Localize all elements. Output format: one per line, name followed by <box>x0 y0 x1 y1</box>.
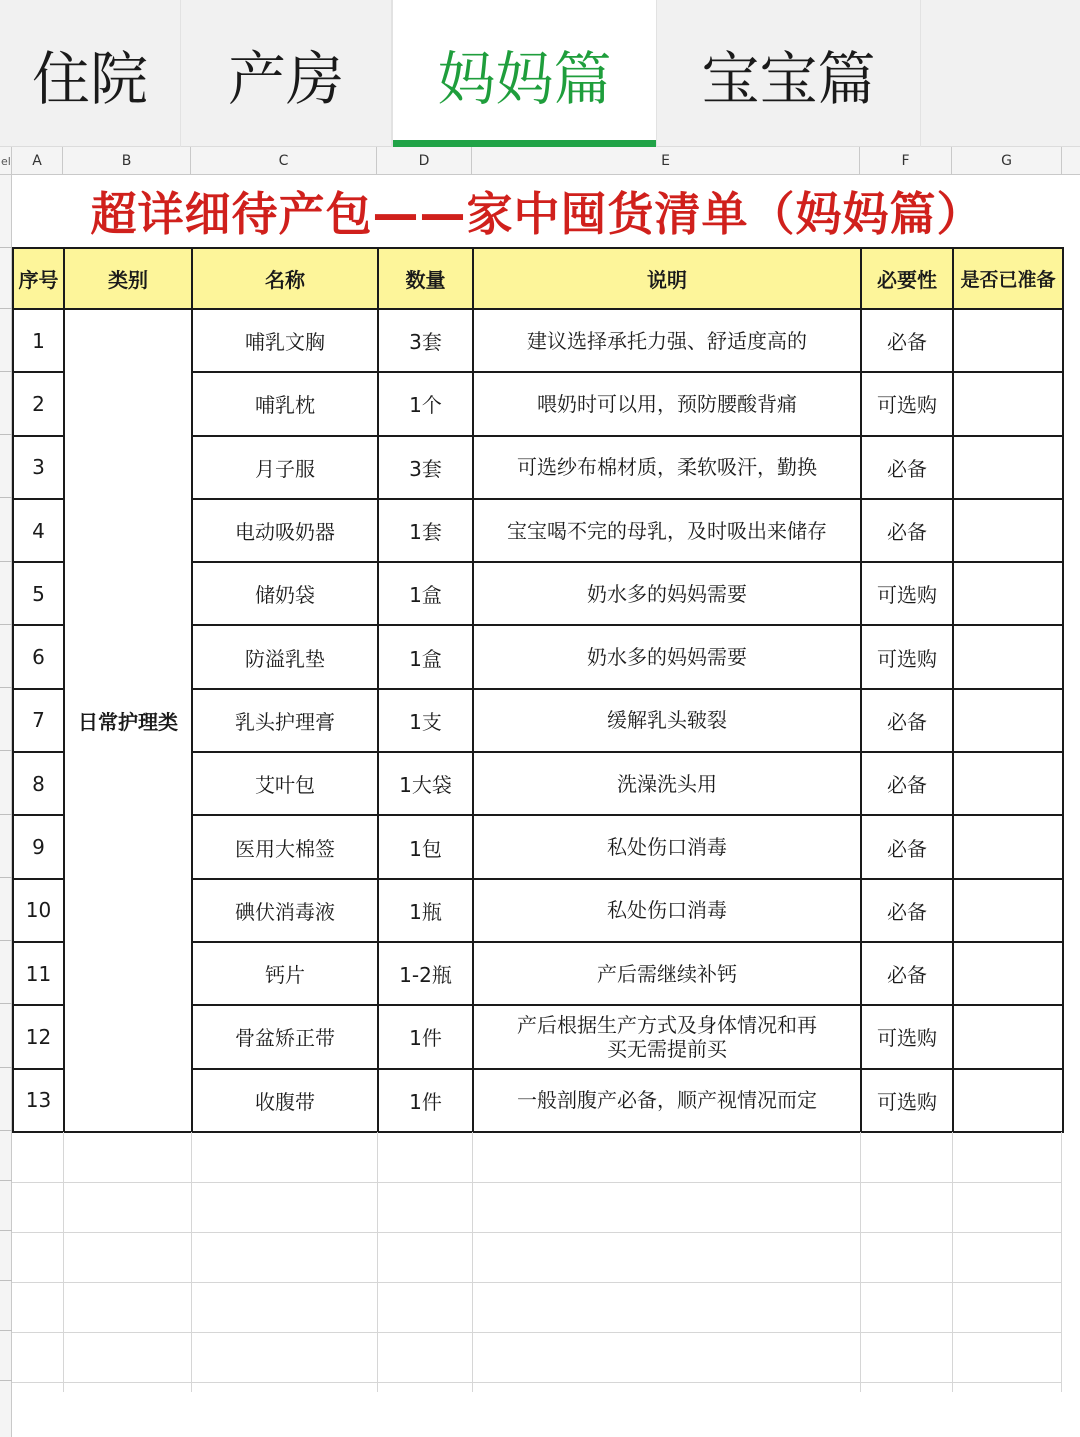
column-header-g[interactable]: G <box>952 147 1062 175</box>
column-header-a[interactable]: A <box>12 147 63 175</box>
cell-necessity[interactable]: 必备 <box>861 309 953 372</box>
cell-prepared[interactable] <box>953 879 1063 942</box>
gutter-divider <box>0 814 12 815</box>
grid-line <box>860 1132 861 1392</box>
gutter-divider <box>0 1380 12 1381</box>
tab-delivery-room[interactable] <box>181 0 392 147</box>
cell-name[interactable]: 哺乳枕 <box>192 372 378 435</box>
grid-line <box>12 1282 1062 1283</box>
header-quantity[interactable]: 数量 <box>378 248 473 309</box>
cell-index[interactable]: 6 <box>13 625 64 688</box>
cell-note[interactable]: 建议选择承托力强、舒适度高的 <box>473 309 861 372</box>
cell-name[interactable]: 电动吸奶器 <box>192 499 378 562</box>
cell-index[interactable]: 12 <box>13 1005 64 1068</box>
cell-prepared[interactable] <box>953 1005 1063 1068</box>
grid-line <box>472 1132 473 1392</box>
cell-index[interactable]: 3 <box>13 436 64 499</box>
grid-line <box>1061 1132 1062 1392</box>
tab-label: 住院 <box>31 44 148 113</box>
grid-line <box>12 1332 1062 1333</box>
header-note[interactable]: 说明 <box>473 248 861 309</box>
tab-label: 妈妈篇 <box>437 44 612 113</box>
cell-name[interactable]: 防溢乳垫 <box>192 625 378 688</box>
gutter-divider <box>0 1180 12 1181</box>
cell-prepared[interactable] <box>953 942 1063 1005</box>
gutter-divider <box>0 371 12 372</box>
gutter-divider <box>0 308 12 309</box>
cell-necessity[interactable]: 可选购 <box>861 562 953 625</box>
cell-name[interactable]: 哺乳文胸 <box>192 309 378 372</box>
sheet-title[interactable]: 超详细待产包——家中囤货清单（妈妈篇） <box>90 187 984 241</box>
grid-line <box>12 1382 1062 1383</box>
cell-index[interactable]: 13 <box>13 1069 64 1132</box>
grid-line <box>12 1232 1062 1233</box>
gutter-divider <box>0 1067 12 1068</box>
cell-necessity[interactable]: 可选购 <box>861 372 953 435</box>
cell-index[interactable]: 2 <box>13 372 64 435</box>
cell-necessity[interactable]: 必备 <box>861 815 953 878</box>
gutter-divider <box>0 940 12 941</box>
cell-note[interactable]: 私处伤口消毒 <box>473 879 861 942</box>
tab-baby[interactable] <box>657 0 921 147</box>
cell-name[interactable]: 医用大棉签 <box>192 815 378 878</box>
corner-cell[interactable]: el <box>0 147 12 175</box>
gutter-divider <box>0 247 12 248</box>
cell-name[interactable]: 乳头护理膏 <box>192 689 378 752</box>
table-row <box>13 309 1063 372</box>
column-header-f[interactable]: F <box>860 147 952 175</box>
cell-prepared[interactable] <box>953 815 1063 878</box>
cell-quantity[interactable]: 1大袋 <box>378 752 473 815</box>
cell-necessity[interactable]: 必备 <box>861 436 953 499</box>
cell-necessity[interactable]: 必备 <box>861 499 953 562</box>
cell-index[interactable]: 1 <box>13 309 64 372</box>
cell-prepared[interactable] <box>953 309 1063 372</box>
gutter-divider <box>0 1230 12 1231</box>
header-necessity[interactable]: 必要性 <box>861 248 953 309</box>
row-number-gutter[interactable] <box>0 175 12 1437</box>
gutter-divider <box>0 1130 12 1131</box>
active-tab-indicator <box>393 140 656 147</box>
cell-prepared[interactable] <box>953 1069 1063 1132</box>
gutter-divider <box>0 877 12 878</box>
cell-index[interactable]: 9 <box>13 815 64 878</box>
cell-name[interactable]: 艾叶包 <box>192 752 378 815</box>
cell-name[interactable]: 储奶袋 <box>192 562 378 625</box>
cell-prepared[interactable] <box>953 625 1063 688</box>
cell-quantity[interactable]: 1盒 <box>378 562 473 625</box>
cell-name[interactable]: 骨盆矫正带 <box>192 1005 378 1068</box>
cell-quantity[interactable]: 3套 <box>378 436 473 499</box>
gutter-divider <box>0 1330 12 1331</box>
cell-note[interactable]: 产后需继续补钙 <box>473 942 861 1005</box>
cell-index[interactable]: 8 <box>13 752 64 815</box>
column-header-strip <box>0 147 1080 175</box>
gutter-divider <box>0 624 12 625</box>
cell-note[interactable]: 私处伤口消毒 <box>473 815 861 878</box>
cell-name[interactable]: 钙片 <box>192 942 378 1005</box>
gutter-divider <box>0 750 12 751</box>
grid-line <box>952 1132 953 1392</box>
cell-note[interactable]: 产后根据生产方式及身体情况和再买无需提前买 <box>473 1005 861 1068</box>
cell-note[interactable]: 奶水多的妈妈需要 <box>473 562 861 625</box>
cell-quantity[interactable]: 1-2瓶 <box>378 942 473 1005</box>
cell-note[interactable]: 洗澡洗头用 <box>473 752 861 815</box>
cell-quantity[interactable]: 1套 <box>378 499 473 562</box>
column-header-b[interactable]: B <box>63 147 191 175</box>
column-header-d[interactable]: D <box>377 147 472 175</box>
gutter-divider <box>0 434 12 435</box>
cell-quantity[interactable]: 1包 <box>378 815 473 878</box>
gutter-divider <box>0 497 12 498</box>
cell-necessity[interactable]: 可选购 <box>861 1069 953 1132</box>
tab-label: 宝宝篇 <box>701 44 876 113</box>
header-name[interactable]: 名称 <box>192 248 378 309</box>
empty-cell-grid[interactable] <box>12 1132 1062 1437</box>
table-header-row <box>13 248 1063 309</box>
cell-prepared[interactable] <box>953 689 1063 752</box>
cell-note[interactable]: 奶水多的妈妈需要 <box>473 625 861 688</box>
cell-necessity[interactable]: 必备 <box>861 942 953 1005</box>
header-category[interactable]: 类别 <box>64 248 192 309</box>
cell-name[interactable]: 碘伏消毒液 <box>192 879 378 942</box>
tab-label: 产房 <box>227 44 344 113</box>
grid-line <box>63 1132 64 1392</box>
spreadsheet-area <box>0 175 1080 1437</box>
cell-quantity[interactable]: 1瓶 <box>378 879 473 942</box>
cell-quantity[interactable]: 1件 <box>378 1069 473 1132</box>
cell-quantity[interactable]: 3套 <box>378 309 473 372</box>
cell-necessity[interactable]: 必备 <box>861 752 953 815</box>
checklist-table <box>12 247 1064 1133</box>
cell-name[interactable]: 月子服 <box>192 436 378 499</box>
cell-prepared[interactable] <box>953 372 1063 435</box>
cell-necessity[interactable]: 必备 <box>861 689 953 752</box>
cell-quantity[interactable]: 1件 <box>378 1005 473 1068</box>
column-header-c[interactable]: C <box>191 147 377 175</box>
cell-note[interactable]: 宝宝喝不完的母乳，及时吸出来储存 <box>473 499 861 562</box>
cell-quantity[interactable]: 1个 <box>378 372 473 435</box>
gutter-divider <box>0 561 12 562</box>
gutter-divider <box>0 687 12 688</box>
cell-note[interactable]: 喂奶时可以用，预防腰酸背痛 <box>473 372 861 435</box>
sheet-tab-bar <box>0 0 1080 147</box>
grid-line <box>191 1132 192 1392</box>
cell-necessity[interactable]: 可选购 <box>861 625 953 688</box>
tab-mom[interactable] <box>392 0 657 147</box>
cell-note[interactable]: 可选纱布棉材质，柔软吸汗，勤换 <box>473 436 861 499</box>
cell-prepared[interactable] <box>953 752 1063 815</box>
cell-necessity[interactable]: 可选购 <box>861 1005 953 1068</box>
cell-quantity[interactable]: 1盒 <box>378 625 473 688</box>
cell-prepared[interactable] <box>953 436 1063 499</box>
cell-category-merged[interactable]: 日常护理类 <box>64 309 192 1132</box>
cell-index[interactable]: 11 <box>13 942 64 1005</box>
cell-prepared[interactable] <box>953 499 1063 562</box>
header-prepared[interactable]: 是否已准备 <box>953 248 1063 309</box>
tab-hospital[interactable] <box>0 0 181 147</box>
grid-line <box>377 1132 378 1392</box>
cell-index[interactable]: 7 <box>13 689 64 752</box>
gutter-divider <box>0 1280 12 1281</box>
cell-quantity[interactable]: 1支 <box>378 689 473 752</box>
column-header-e[interactable]: E <box>472 147 860 175</box>
gutter-divider <box>0 1003 12 1004</box>
cell-index[interactable]: 5 <box>13 562 64 625</box>
cell-prepared[interactable] <box>953 562 1063 625</box>
cell-name[interactable]: 收腹带 <box>192 1069 378 1132</box>
grid-line <box>12 1182 1062 1183</box>
cell-index[interactable]: 10 <box>13 879 64 942</box>
cell-note[interactable]: 一般剖腹产必备，顺产视情况而定 <box>473 1069 861 1132</box>
cell-index[interactable]: 4 <box>13 499 64 562</box>
cell-note[interactable]: 缓解乳头皲裂 <box>473 689 861 752</box>
cell-necessity[interactable]: 必备 <box>861 879 953 942</box>
header-index[interactable]: 序号 <box>13 248 64 309</box>
